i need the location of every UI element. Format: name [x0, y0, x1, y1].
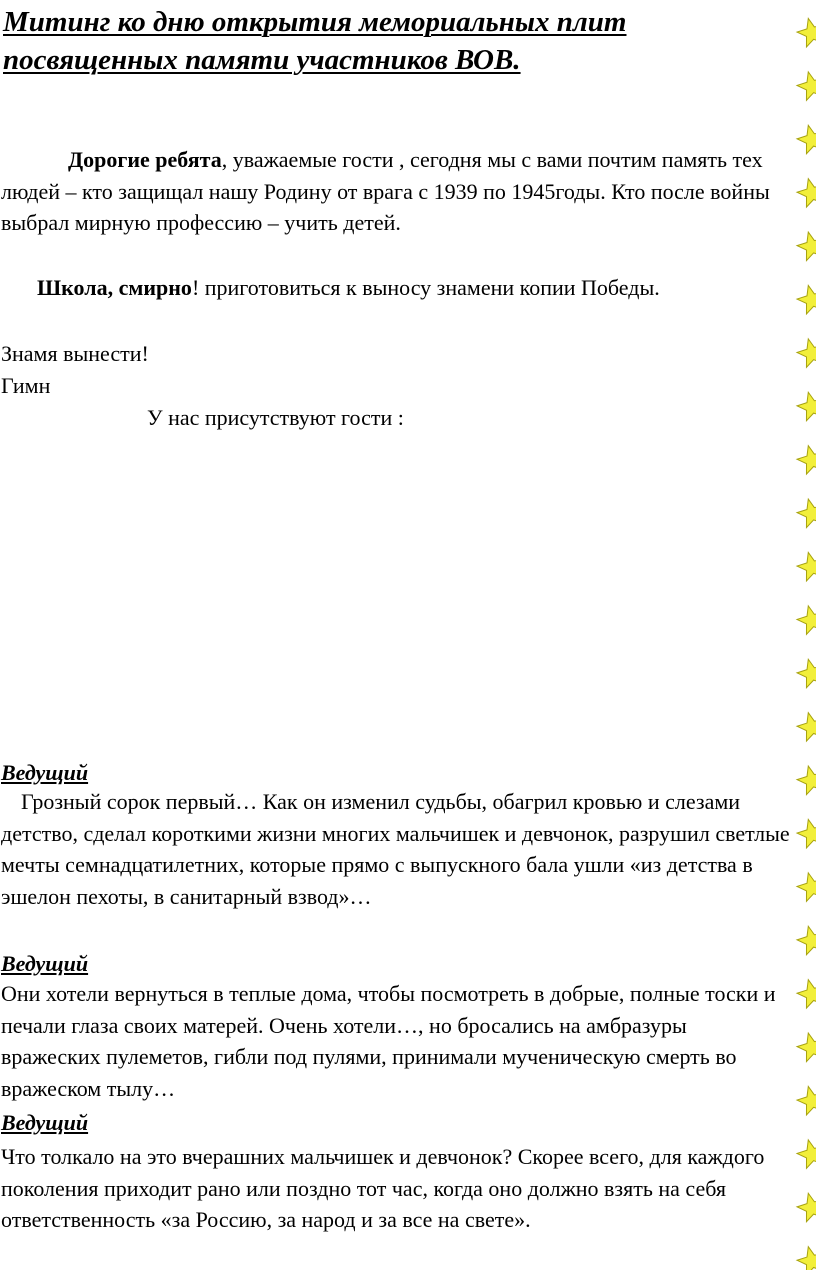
star-icon [797, 1193, 816, 1221]
section-heading: Ведущий [1, 951, 89, 976]
star-icon [797, 1140, 816, 1168]
command-bold: Школа, смирно [37, 275, 192, 300]
star-icon [797, 606, 816, 634]
star-icon [797, 766, 816, 794]
section-text: Грозный сорок первый… Как он изменил судьбы, обагрил кровью и слезами детство, сделал короткими жизни многих мальчишек и девчонок, разрушил светлые мечты семнадцатилетних, которые прямо с выпускного бала ушли «из детства в эшелон пехоты, в санитарный взвод»… [1, 789, 790, 909]
star-icon [797, 659, 816, 687]
section-heading: Ведущий [1, 760, 89, 785]
command-paragraph [1, 272, 790, 304]
section-heading: Ведущий [1, 1110, 89, 1135]
star-icon [797, 125, 816, 153]
star-icon [797, 1086, 816, 1114]
star-icon [797, 1033, 816, 1061]
star-icon [797, 392, 816, 420]
star-icon [797, 1247, 816, 1270]
section-text: Что толкало на это вчерашних мальчишек и девчонок? Скорее всего, для каждого поколения приходит рано или поздно тот час, когда оно должно взять на себя ответственность «за Россию, за народ и за все на свете». [1, 1144, 765, 1232]
star-icon [797, 285, 816, 313]
star-icon [797, 339, 816, 367]
page-title: Митинг ко дню открытия мемориальных плит посвященных памяти участников ВОВ. [3, 6, 627, 76]
guests-line: У нас присутствуют гости : [147, 405, 404, 430]
section-text: Они хотели вернуться в теплые дома, чтобы посмотреть в добрые, полные тоски и печали глаза своих матерей. Очень хотели…, но бросались на амбразуры вражеских пулеметов, гибли под пулями, принимали мученическую смерть во вражеском тылу… [1, 981, 776, 1101]
star-icon [797, 819, 816, 847]
star-icon [797, 713, 816, 741]
banner-line: Знамя вынести! [1, 341, 149, 366]
command-rest: ! приготовиться к выносу знамени копии Победы. [191, 275, 660, 300]
star-icon [797, 926, 816, 954]
star-icon [797, 980, 816, 1008]
star-icon [797, 179, 816, 207]
star-icon [797, 446, 816, 474]
intro-greeting-rest: , уважаемые гости , сегодня мы с вами почтим память тех людей – кто защищал нашу Родину от врага с 1939 по 1945годы. Кто после войны выбрал мирную профессию – учить детей. [1, 147, 770, 235]
intro-greeting-bold: Дорогие ребята [68, 147, 222, 172]
star-icon [797, 873, 816, 901]
star-border [792, 0, 816, 1270]
anthem-line: Гимн [1, 373, 51, 398]
star-icon [797, 552, 816, 580]
star-icon [797, 72, 816, 100]
intro-paragraph [1, 144, 790, 239]
star-icon [797, 232, 816, 260]
star-icon [797, 18, 816, 46]
star-icon [797, 499, 816, 527]
